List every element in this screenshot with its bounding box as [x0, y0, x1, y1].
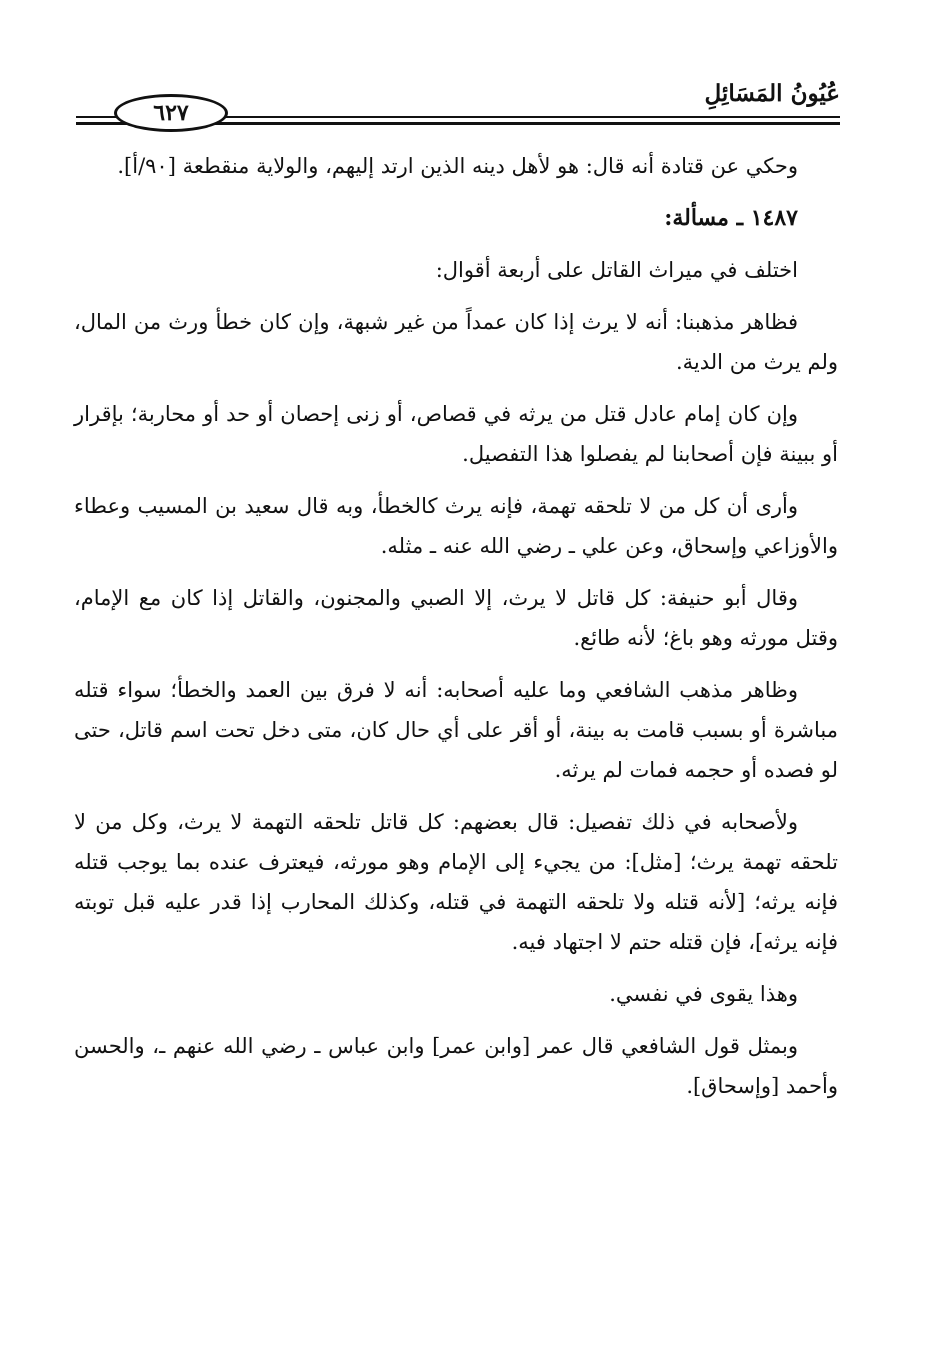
- paragraph: وأرى أن كل من لا تلحقه تهمة، فإنه يرث كالخطأ، وبه قال سعيد بن المسيب وعطاء والأوزاعي وإسحاق، وعن علي ـ رضي الله عنه ـ مثله.: [74, 494, 838, 558]
- page-header: [76, 70, 840, 130]
- paragraph: وبمثل قول الشافعي قال عمر [وابن عمر] وابن عباس ـ رضي الله عنهم ـ، والحسن وأحمد [وإسحاق].: [74, 1034, 838, 1098]
- paragraph: اختلف في ميراث القاتل على أربعة أقوال:: [435, 258, 798, 282]
- paragraph: ولأصحابه في ذلك تفصيل: قال بعضهم: كل قاتل تلحقه التهمة لا يرث، وكل من لا تلحقه تهمة يرث؛ [مثل]: من يجيء إلى الإمام وهو مورثه، فيعترف عنده بما يوجب قتله فإنه يرثه؛ [لأنه قتله ولا تلحقه التهمة في قتله، وكذلك المحارب إذا قدر عليه قبل توبته فإنه يرثه]، فإن قتله حتم لا اجتهاد فيه.: [74, 810, 838, 954]
- issue-heading: ١٤٨٧ ـ مسألة:: [664, 205, 798, 231]
- page-number: ٦٢٧: [114, 94, 228, 132]
- paragraph: وحكي عن قتادة أنه قال: هو لأهل دينه الذين ارتد إليهم، والولاية منقطعة [٩٠/أ].: [117, 154, 798, 178]
- book-title: عُيُونُ المَسَائِلِ: [704, 80, 840, 107]
- paragraph: وظاهر مذهب الشافعي وما عليه أصحابه: أنه لا فرق بين العمد والخطأ؛ سواء قتله مباشرة أو بسبب قامت به بينة، أو أقر على أي حال كان، متى دخل تحت اسم قاتل، حتى لو فصده أو حجمه فمات لم يرثه.: [74, 678, 838, 782]
- body-text: [74, 146, 838, 1106]
- paragraph: وهذا يقوى في نفسي.: [609, 982, 798, 1006]
- paragraph: وقال أبو حنيفة: كل قاتل لا يرث، إلا الصبي والمجنون، والقاتل إذا كان مع الإمام، وقتل مورثه وهو باغ؛ لأنه طائع.: [74, 586, 838, 650]
- paragraph: وإن كان إمام عادل قتل من يرثه في قصاص، أو زنى إحصان أو حد أو محاربة؛ بإقرار أو ببينة فإن أصحابنا لم يفصلوا هذا التفصيل.: [74, 402, 838, 466]
- paragraph: فظاهر مذهبنا: أنه لا يرث إذا كان عمداً من غير شبهة، وإن كان خطأ ورث من المال، ولم يرث من الدية.: [74, 310, 838, 374]
